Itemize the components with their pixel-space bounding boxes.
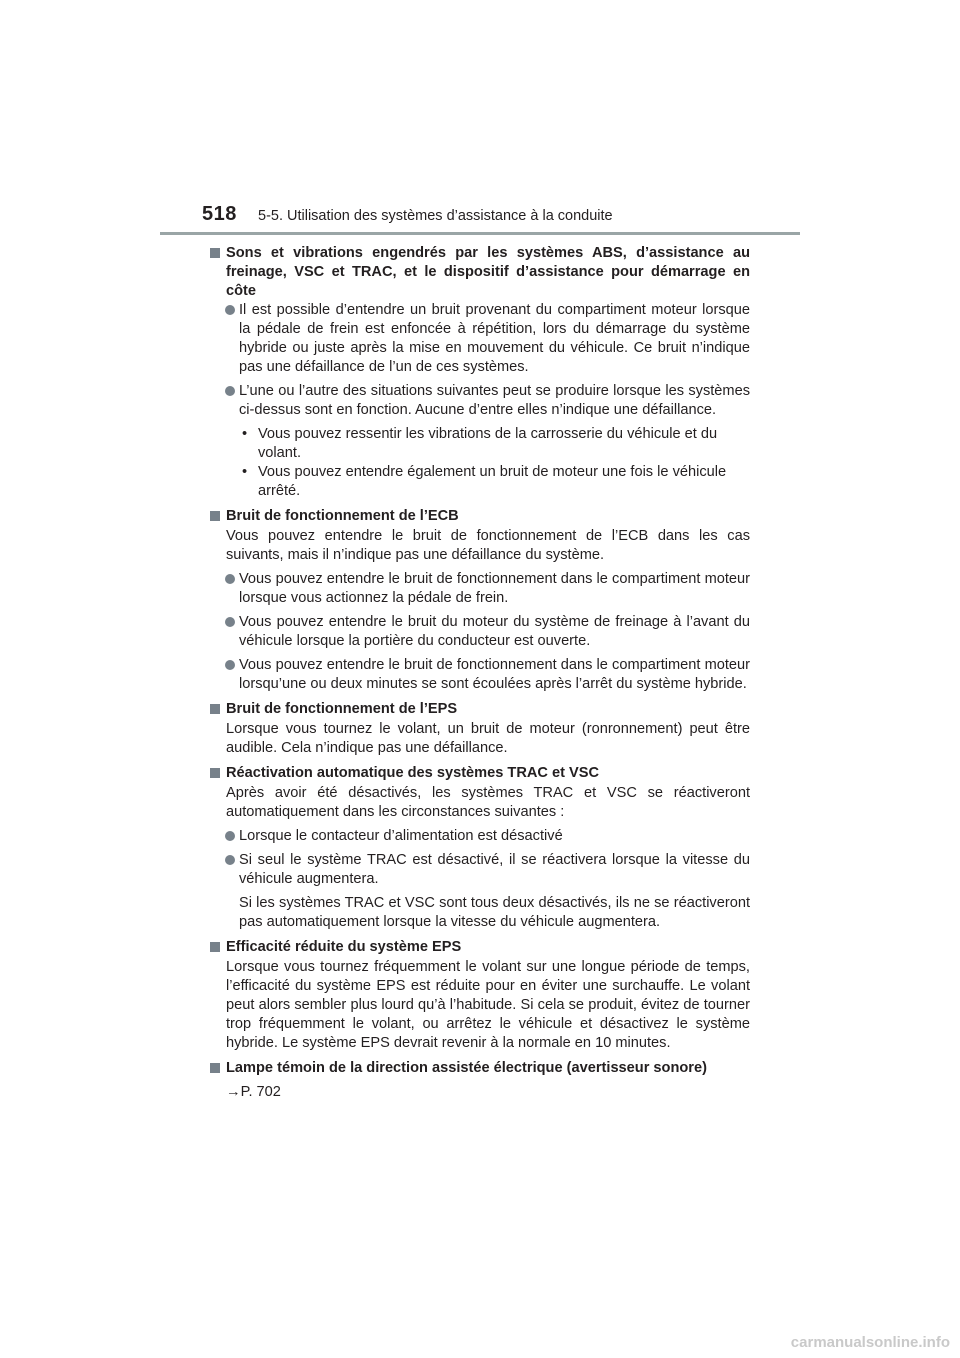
list-item-text: Vous pouvez entendre le bruit de fonctionnement dans le compartiment moteur lorsqu’une ou deux minutes se sont écoulées après l’arrêt du système hybride. xyxy=(239,657,750,692)
sub-list-item xyxy=(226,463,750,501)
square-bullet-icon xyxy=(210,768,220,778)
square-bullet-icon xyxy=(210,248,220,258)
sub-list-item-text: Vous pouvez ressentir les vibrations de la carrosserie du véhicule et du volant. xyxy=(258,426,718,461)
section-heading: Sons et vibrations engendrés par les systèmes ABS, d’assistance au freinage, VSC et TRAC, et le dispositif d’assistance pour démarrage en côte xyxy=(226,245,750,299)
circle-bullet-icon xyxy=(225,386,235,396)
dot-marker-icon: • xyxy=(242,464,248,480)
watermark-text: carmanualsonline.info xyxy=(790,1334,950,1351)
list-item-text: Vous pouvez entendre le bruit de fonctionnement dans le compartiment moteur lorsque vous actionnez la pédale de frein. xyxy=(239,571,750,606)
section-abs-vsc-trac xyxy=(210,244,750,501)
list-item xyxy=(226,827,750,846)
page-reference-link[interactable]: →P. 702 xyxy=(226,1084,281,1100)
section-ecb-noise xyxy=(210,507,750,694)
section-eps-noise xyxy=(210,700,750,758)
circle-bullet-icon xyxy=(225,660,235,670)
circle-bullet-icon xyxy=(225,574,235,584)
list-item-text: Lorsque le contacteur d’alimentation est désactivé xyxy=(239,828,563,844)
square-bullet-icon xyxy=(210,1063,220,1073)
header-rule xyxy=(160,232,800,235)
circle-bullet-icon xyxy=(225,617,235,627)
list-item xyxy=(226,382,750,420)
page-number: 518 xyxy=(202,203,237,225)
section-text: Lorsque vous tournez fréquemment le volant sur une longue période de temps, l’efficacité du système EPS est réduite pour en éviter une surchauffe. Le volant peut alors sembler plus lourd qu’à l’habitude. Si cela se produit, évitez de tourner trop fréquemment le volant, ou arrêtez le véhicule et désactivez le système hybride. Le système EPS devrait revenir à la normale en 10 minutes. xyxy=(226,959,750,1051)
section-heading: Bruit de fonctionnement de l’EPS xyxy=(226,701,458,717)
list-item-text: Il est possible d’entendre un bruit provenant du compartiment moteur lorsque la pédale de frein est enfoncée à répétition, lors du démarrage du système hybride ou juste après la mise en mouvement du véhicule. Ce bruit n’indique pas une défaillance de l’un de ces systèmes. xyxy=(239,302,750,375)
section-note: Si les systèmes TRAC et VSC sont tous deux désactivés, ils ne se réactiveront pas automatiquement lorsque la vitesse du véhicule augmentera. xyxy=(239,895,750,930)
page-header xyxy=(0,0,960,240)
section-heading: Efficacité réduite du système EPS xyxy=(226,939,462,955)
square-bullet-icon xyxy=(210,511,220,521)
list-item xyxy=(226,301,750,377)
section-title: 5-5. Utilisation des systèmes d’assistance à la conduite xyxy=(258,208,613,224)
sub-list-item-text: Vous pouvez entendre également un bruit de moteur une fois le véhicule arrêté. xyxy=(258,464,727,499)
list-item-text: L’une ou l’autre des situations suivantes peut se produire lorsque les systèmes ci-dessus sont en fonction. Aucune d’entre elles n’indique une défaillance. xyxy=(239,383,750,418)
section-eps-warning-lamp xyxy=(210,1059,750,1102)
list-item xyxy=(226,570,750,608)
list-item xyxy=(226,613,750,651)
section-trac-vsc-reactivation xyxy=(210,764,750,932)
page-content xyxy=(210,244,750,1108)
section-text: Après avoir été désactivés, les systèmes TRAC et VSC se réactiveront automatiquement dans les circonstances suivantes : xyxy=(226,785,750,820)
circle-bullet-icon xyxy=(225,831,235,841)
section-heading: Réactivation automatique des systèmes TRAC et VSC xyxy=(226,765,600,781)
square-bullet-icon xyxy=(210,942,220,952)
circle-bullet-icon xyxy=(225,305,235,315)
section-heading: Lampe témoin de la direction assistée électrique (avertisseur sonore) xyxy=(226,1060,707,1076)
sub-list-item xyxy=(226,425,750,463)
section-eps-efficiency xyxy=(210,938,750,1053)
list-item xyxy=(226,656,750,694)
dot-marker-icon: • xyxy=(242,426,248,442)
section-heading: Bruit de fonctionnement de l’ECB xyxy=(226,508,459,524)
list-item xyxy=(226,851,750,889)
list-item-text: Vous pouvez entendre le bruit du moteur du système de freinage à l’avant du véhicule lorsque la portière du conducteur est ouverte. xyxy=(239,614,750,649)
list-item-text: Si seul le système TRAC est désactivé, il se réactivera lorsque la vitesse du véhicule augmentera. xyxy=(239,852,750,887)
circle-bullet-icon xyxy=(225,855,235,865)
section-text: Vous pouvez entendre le bruit de fonctionnement de l’ECB dans les cas suivants, mais il n’indique pas une défaillance du système. xyxy=(226,528,750,563)
section-text: Lorsque vous tournez le volant, un bruit de moteur (ronronnement) peut être audible. Cela n’indique pas une défaillance. xyxy=(226,721,750,756)
square-bullet-icon xyxy=(210,704,220,714)
